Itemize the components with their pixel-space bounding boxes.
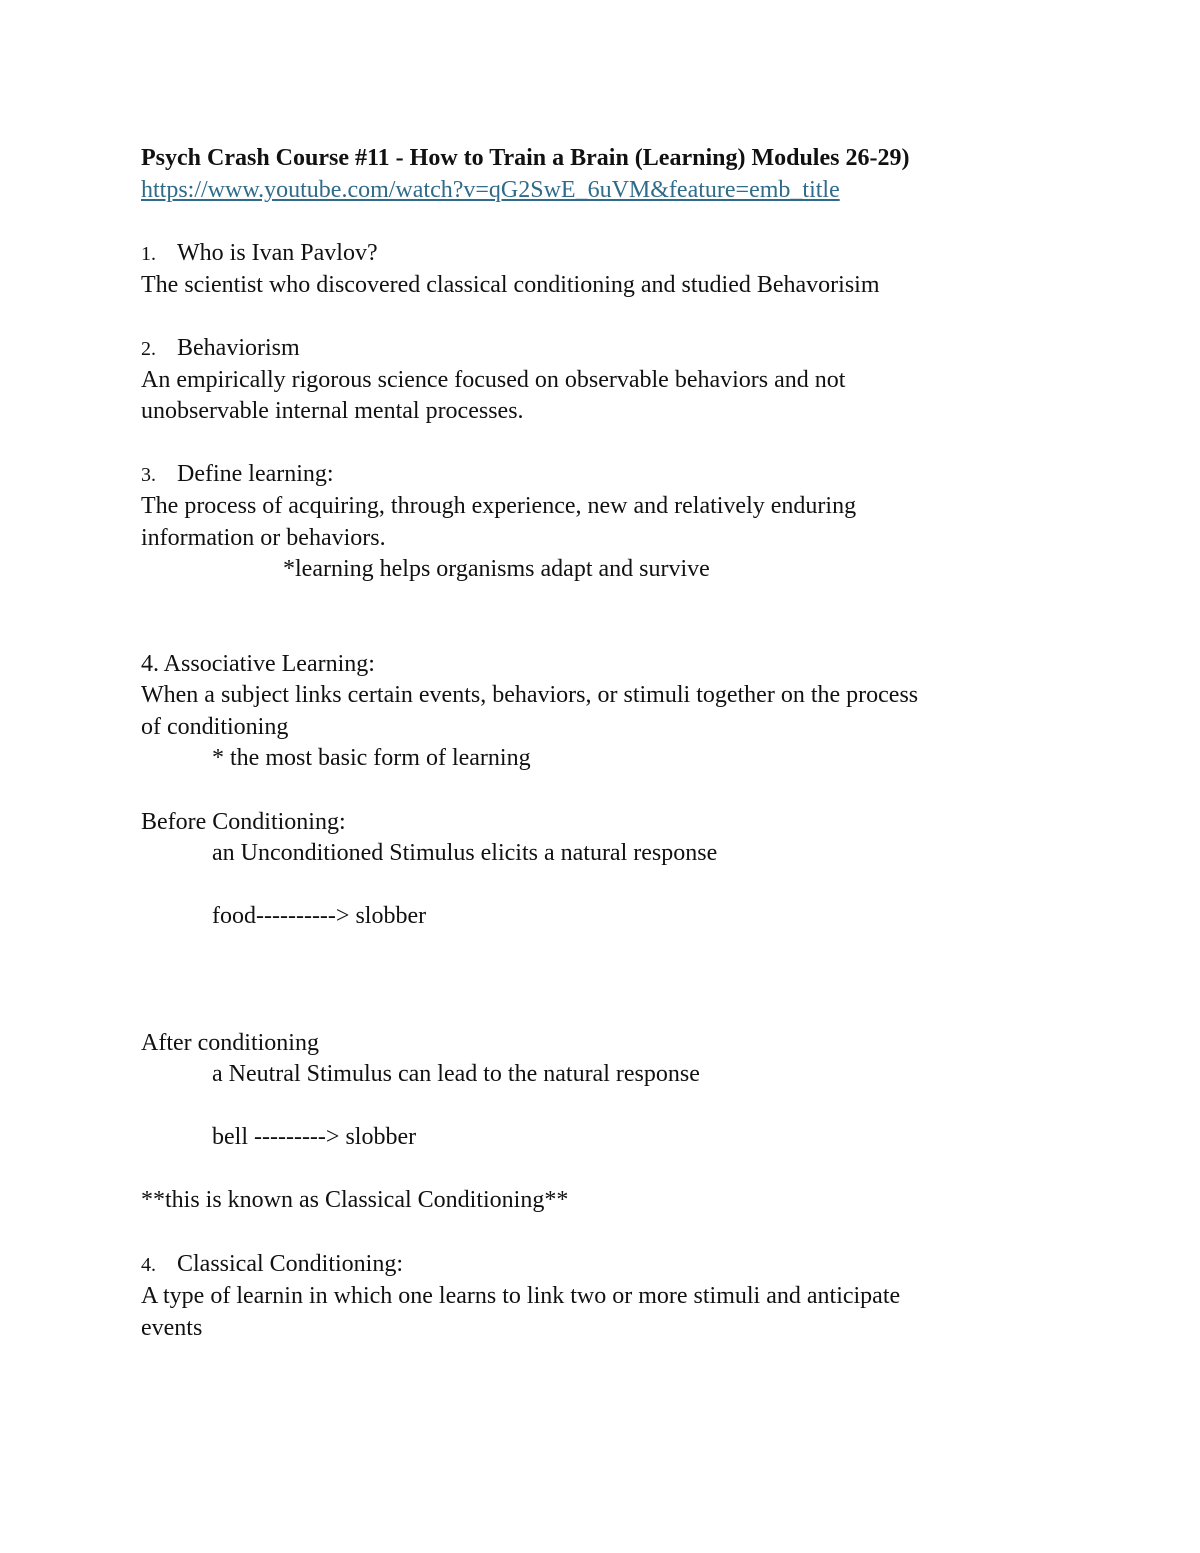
question-2-answer-line-1: An empirically rigorous science focused on observable behaviors and not xyxy=(141,367,846,393)
question-3-note: *learning helps organisms adapt and survive xyxy=(283,556,710,582)
question-3-heading xyxy=(141,459,334,490)
question-2-number: 2. xyxy=(141,338,156,360)
question-2-text: Behaviorism xyxy=(177,335,300,361)
before-conditioning-text: an Unconditioned Stimulus elicits a natural response xyxy=(212,840,718,866)
question-2-answer-line-2: unobservable internal mental processes. xyxy=(141,398,524,424)
question-1-heading xyxy=(141,238,378,269)
question-3-text: Define learning: xyxy=(177,461,334,487)
question-5-answer-line-2: events xyxy=(141,1315,203,1341)
question-4-heading: 4. Associative Learning: xyxy=(141,651,375,677)
question-5-answer-line-1: A type of learnin in which one learns to link two or more stimuli and anticipate xyxy=(141,1283,901,1309)
after-conditioning-example: bell ---------> slobber xyxy=(212,1124,417,1150)
question-5-heading xyxy=(141,1249,403,1280)
question-4-note: * the most basic form of learning xyxy=(212,745,531,771)
before-conditioning-heading: Before Conditioning: xyxy=(141,809,346,835)
question-2-heading xyxy=(141,333,300,364)
question-4-answer-line-1: When a subject links certain events, behaviors, or stimuli together on the process xyxy=(141,682,919,708)
question-3-number: 3. xyxy=(141,464,156,486)
before-conditioning-example: food----------> slobber xyxy=(212,903,427,929)
question-5-number: 4. xyxy=(141,1254,156,1276)
question-3-answer-line-1: The process of acquiring, through experience, new and relatively enduring xyxy=(141,493,857,519)
question-5-text: Classical Conditioning: xyxy=(177,1251,403,1277)
question-1-answer: The scientist who discovered classical conditioning and studied Behavorisim xyxy=(141,272,880,298)
question-3-answer-line-2: information or behaviors. xyxy=(141,525,386,551)
document-title: Psych Crash Course #11 - How to Train a Brain (Learning) Modules 26-29) xyxy=(141,145,910,171)
classical-conditioning-note: **this is known as Classical Conditioning** xyxy=(141,1187,569,1213)
question-1-number: 1. xyxy=(141,243,156,265)
question-1-text: Who is Ivan Pavlov? xyxy=(177,240,378,266)
question-4-answer-line-2: of conditioning xyxy=(141,714,289,740)
video-link[interactable]: https://www.youtube.com/watch?v=qG2SwE_6uVM&feature=emb_title xyxy=(141,177,840,203)
after-conditioning-text: a Neutral Stimulus can lead to the natural response xyxy=(212,1061,700,1087)
after-conditioning-heading: After conditioning xyxy=(141,1030,319,1056)
